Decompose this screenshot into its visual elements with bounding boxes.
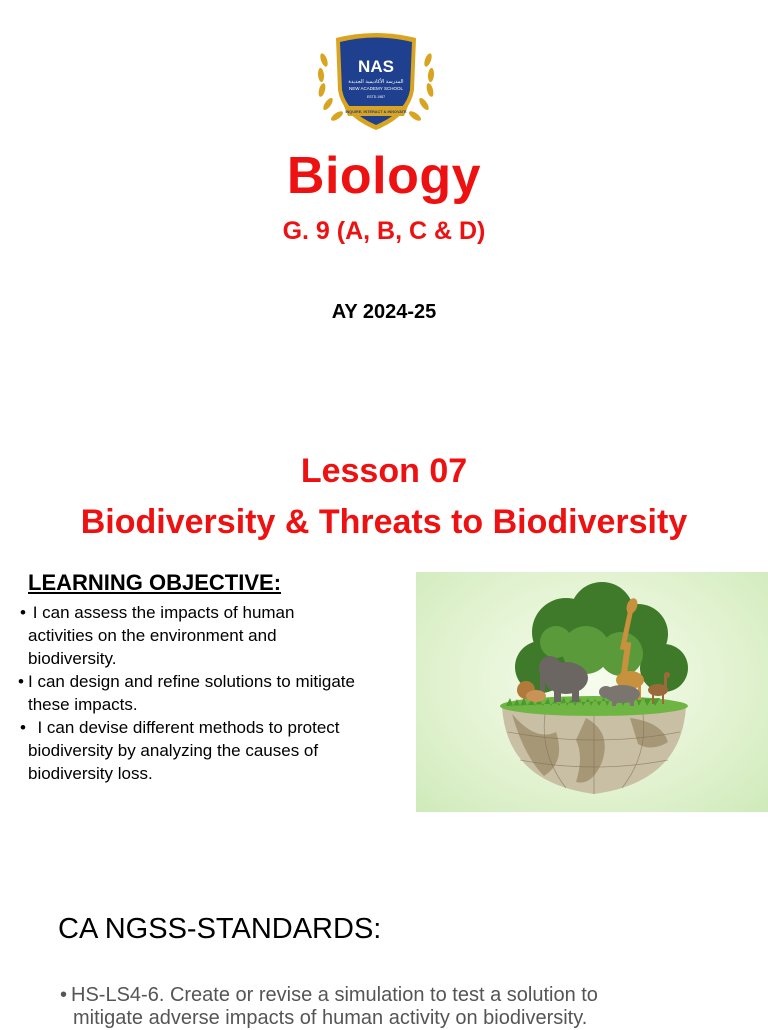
lesson-number: Lesson 07 (300, 452, 468, 490)
objective-text: I can assess the impacts of human (28, 603, 295, 622)
objective-text: biodiversity by analyzing the causes of (28, 741, 319, 760)
objective-item (20, 716, 405, 785)
standard-text-continued: mitigate adverse impacts of human activity on biodiversity. (73, 1007, 588, 1029)
school-logo (314, 30, 438, 136)
logo-english-name: NEW ACADEMY SCHOOL (349, 86, 403, 91)
subject-title: Biology (286, 147, 482, 205)
objective-text: these impacts. (28, 695, 138, 714)
bullet-icon: • (18, 672, 24, 691)
objective-item (20, 670, 405, 716)
grade-sections: G. 9 (A, B, C & D) (282, 217, 486, 245)
biodiversity-globe-image (416, 572, 768, 812)
logo-motto: INQUIRE, INTERACT & INNOVATE (345, 110, 407, 114)
standards-heading: CA NGSS-STANDARDS: (58, 913, 382, 945)
objective-text: biodiversity. (28, 649, 117, 668)
academic-year: AY 2024-25 (331, 301, 437, 323)
objective-item (20, 601, 405, 670)
logo-arabic-name: المدرسة الأكاديمية الجديدة (348, 79, 404, 85)
lesson-topic: Biodiversity & Threats to Biodiversity (80, 503, 688, 541)
globe-illustration (416, 572, 768, 812)
logo-established: ESTD.1987 (366, 95, 386, 99)
standard-item (60, 984, 700, 1030)
objective-text: I can design and refine solutions to mitigate (28, 672, 355, 691)
learning-objective-heading: LEARNING OBJECTIVE: (28, 570, 282, 595)
logo-abbr: NAS (358, 57, 394, 76)
learning-objective-list (20, 601, 405, 785)
bullet-icon: • (20, 603, 26, 622)
objective-text: I can devise different methods to protect (28, 718, 340, 737)
standard-text: HS-LS4-6. Create or revise a simulation to test a solution to (71, 984, 598, 1006)
bullet-icon: • (60, 984, 68, 1006)
objective-text: activities on the environment and (28, 626, 277, 645)
objective-text: biodiversity loss. (28, 764, 153, 783)
bullet-icon: • (20, 718, 26, 737)
